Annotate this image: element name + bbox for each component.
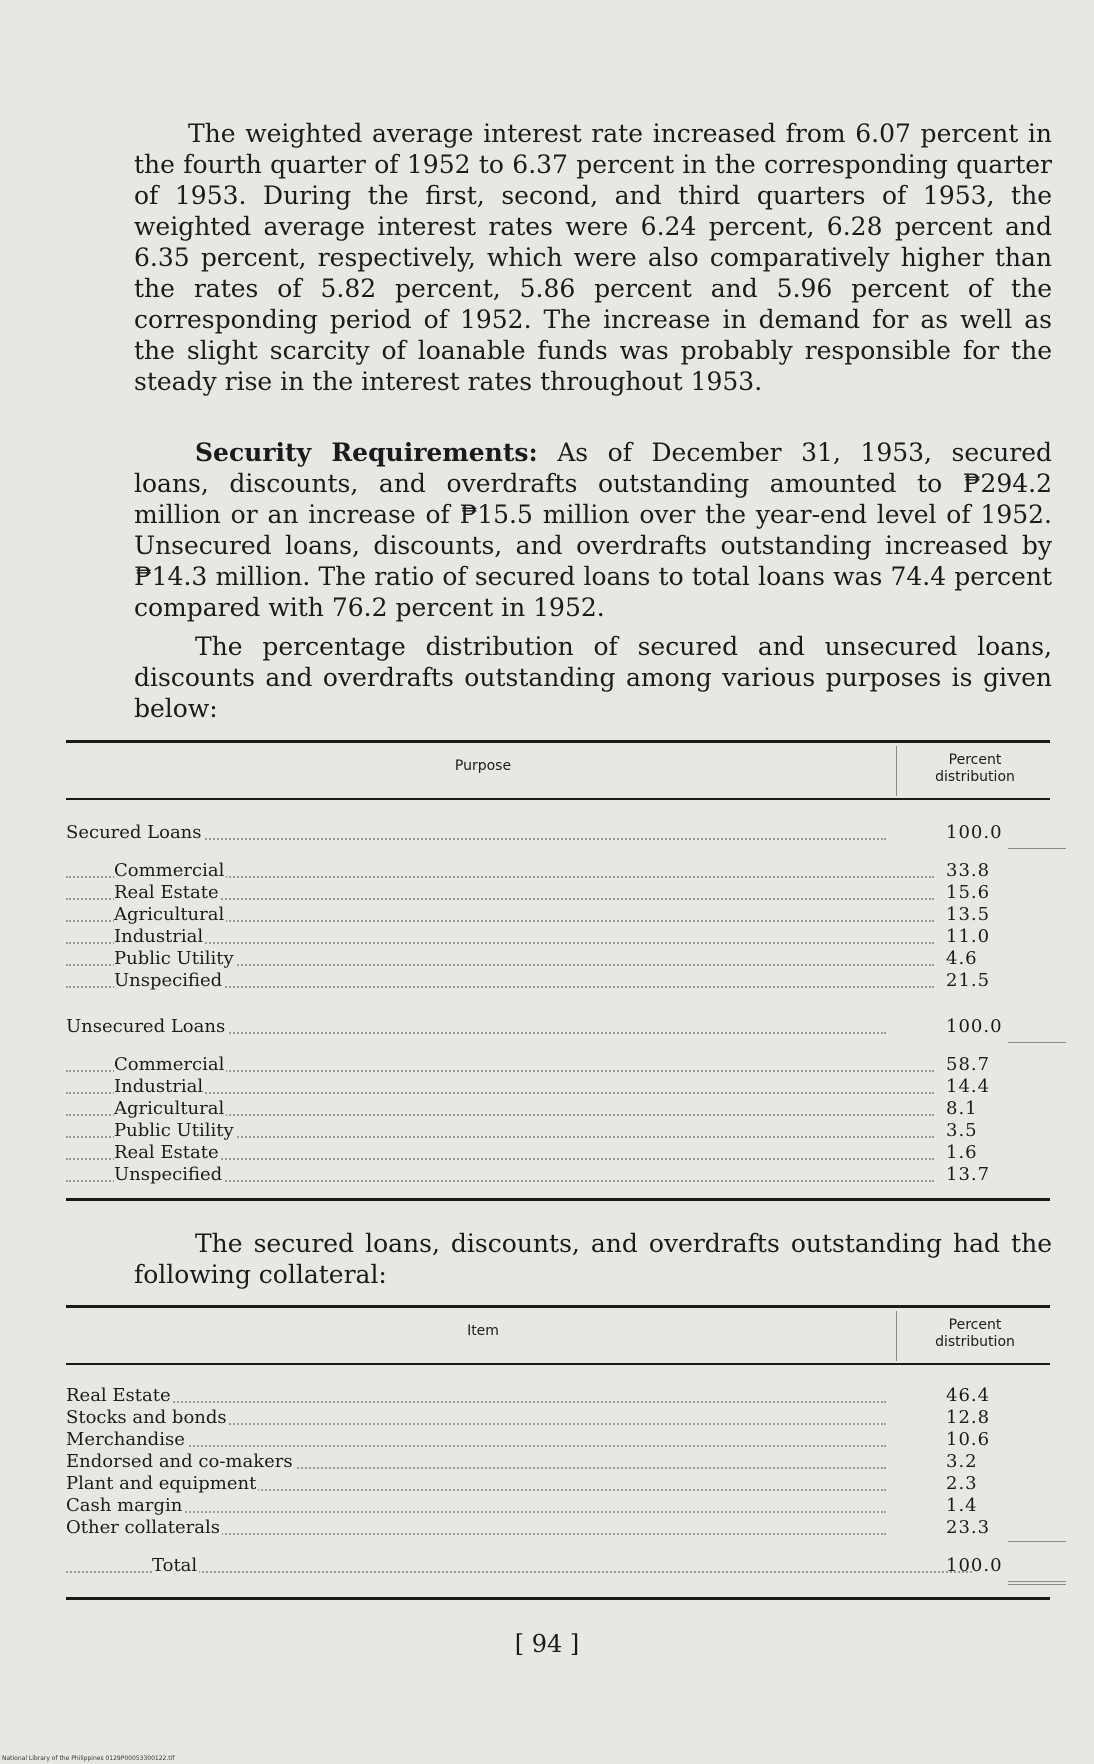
row-label: Other collaterals [66,1517,220,1538]
row-value: 100.0 [946,1555,1003,1576]
row-value: 2.3 [946,1473,978,1494]
distribution-intro-paragraph: The percentage distribution of secured and unsecured loans, discounts and overdrafts outstanding among various purposes is given below: [134,632,1052,723]
row-label: Unspecified [114,1164,223,1185]
total-double-rule [1008,1584,1066,1585]
table-row [66,1385,1050,1407]
row-label: Industrial [114,1076,204,1097]
purpose-distribution-table [66,740,1050,1204]
row-value: 11.0 [946,926,991,947]
header-percent: Percent [948,1317,1002,1333]
security-requirements-heading: Security Requirements: [195,438,538,467]
security-requirements-body: As of December 31, 1953, secured loans, discounts, and overdrafts outstanding amounted to ₱294.2 million or an increase of ₱15.5 million over the year-end level of 1952. Unsecured loans, discounts, and overdrafts outstanding increased by ₱14.3 million. The ratio of secured loans to total loans was 74.4 percent compared with 76.2 percent in 1952. [134,438,1053,622]
table-row [66,1407,1050,1429]
row-value: 21.5 [946,970,991,991]
table-row [66,860,1050,882]
row-value: 4.6 [946,948,978,969]
table-bottom-rule [66,1597,1050,1600]
row-label: Public Utility [114,948,234,969]
row-value: 3.2 [946,1451,978,1472]
row-label: Cash margin [66,1495,183,1516]
row-label: Merchandise [66,1429,185,1450]
table-row [66,1120,1050,1142]
table-row [66,1495,1050,1517]
row-label: Stocks and bonds [66,1407,227,1428]
table-row [66,926,1050,948]
collateral-distribution-table [66,1305,1050,1603]
header-bottom-rule [66,798,1050,800]
header-bottom-rule [66,1363,1050,1365]
page-number: [ 94 ] [514,1630,580,1658]
table-row [66,1429,1050,1451]
table-row [66,1054,1050,1076]
row-value: 15.6 [946,882,991,903]
table-row [66,822,1050,844]
row-value: 8.1 [946,1098,978,1119]
row-label: Real Estate [66,1385,171,1406]
row-label: Unspecified [114,970,223,991]
table-row-total [66,1555,1050,1577]
row-label: Agricultural [114,1098,225,1119]
row-label: Real Estate [114,882,219,903]
row-label: Total [152,1555,198,1576]
row-value: 13.7 [946,1164,991,1185]
security-requirements-paragraph [134,437,1052,623]
row-label: Industrial [114,926,204,947]
table-row [66,970,1050,992]
table-row [66,1098,1050,1120]
row-label: Real Estate [114,1142,219,1163]
row-label: Public Utility [114,1120,234,1141]
header-item: Item [467,1323,499,1339]
row-label: Commercial [114,1054,225,1075]
row-label: Commercial [114,860,225,881]
table-bottom-rule [66,1198,1050,1201]
total-rule [1008,1541,1066,1542]
header-distribution: distribution [935,1334,1015,1350]
table-top-rule [66,1305,1050,1308]
row-value: 100.0 [946,1016,1003,1037]
row-label: Plant and equipment [66,1473,257,1494]
row-label: Unsecured Loans [66,1016,226,1037]
row-value: 12.8 [946,1407,991,1428]
header-distribution: distribution [935,769,1015,785]
total-double-rule [1008,1581,1066,1582]
row-value: 46.4 [946,1385,991,1406]
row-value: 23.3 [946,1517,991,1538]
table-row [66,1164,1050,1186]
subtotal-rule [1008,1042,1066,1043]
row-value: 1.4 [946,1495,978,1516]
header-percent: Percent [948,752,1002,768]
table-row [66,904,1050,926]
table-row [66,1451,1050,1473]
table-row [66,1016,1050,1038]
header-percent-distribution [900,752,1050,786]
table-row [66,1517,1050,1539]
collateral-intro-paragraph: The secured loans, discounts, and overdrafts outstanding had the following collateral: [134,1229,1052,1289]
row-value: 33.8 [946,860,991,881]
scan-credit: National Library of the Philippines 0129P00053300122.tif [2,1755,175,1762]
header-purpose: Purpose [454,758,512,774]
row-value: 14.4 [946,1076,991,1097]
header-percent-distribution [900,1317,1050,1351]
row-value: 10.6 [946,1429,991,1450]
table-top-rule [66,740,1050,743]
row-label: Agricultural [114,904,225,925]
row-label: Secured Loans [66,822,202,843]
table-row [66,1142,1050,1164]
table-row [66,1076,1050,1098]
row-value: 3.5 [946,1120,978,1141]
row-value: 1.6 [946,1142,978,1163]
subtotal-rule [1008,848,1066,849]
table-row [66,1473,1050,1495]
row-value: 13.5 [946,904,991,925]
table-row [66,948,1050,970]
table-row [66,882,1050,904]
interest-rate-paragraph: The weighted average interest rate increased from 6.07 percent in the fourth quarter of 1952 to 6.37 percent in the corresponding quarter of 1953. During the first, second, and third quarters of 1953, the weighted average interest rates were 6.24 percent, 6.28 percent and 6.35 percent, respectively, which were also comparatively higher than the rates of 5.82 percent, 5.86 percent and 5.96 percent of the corresponding period of 1952. The increase in demand for as well as the slight scarcity of loanable funds was probably responsible for the steady rise in the interest rates throughout 1953. [134,119,1052,396]
row-value: 58.7 [946,1054,991,1075]
row-label: Endorsed and co-makers [66,1451,293,1472]
row-value: 100.0 [946,822,1003,843]
